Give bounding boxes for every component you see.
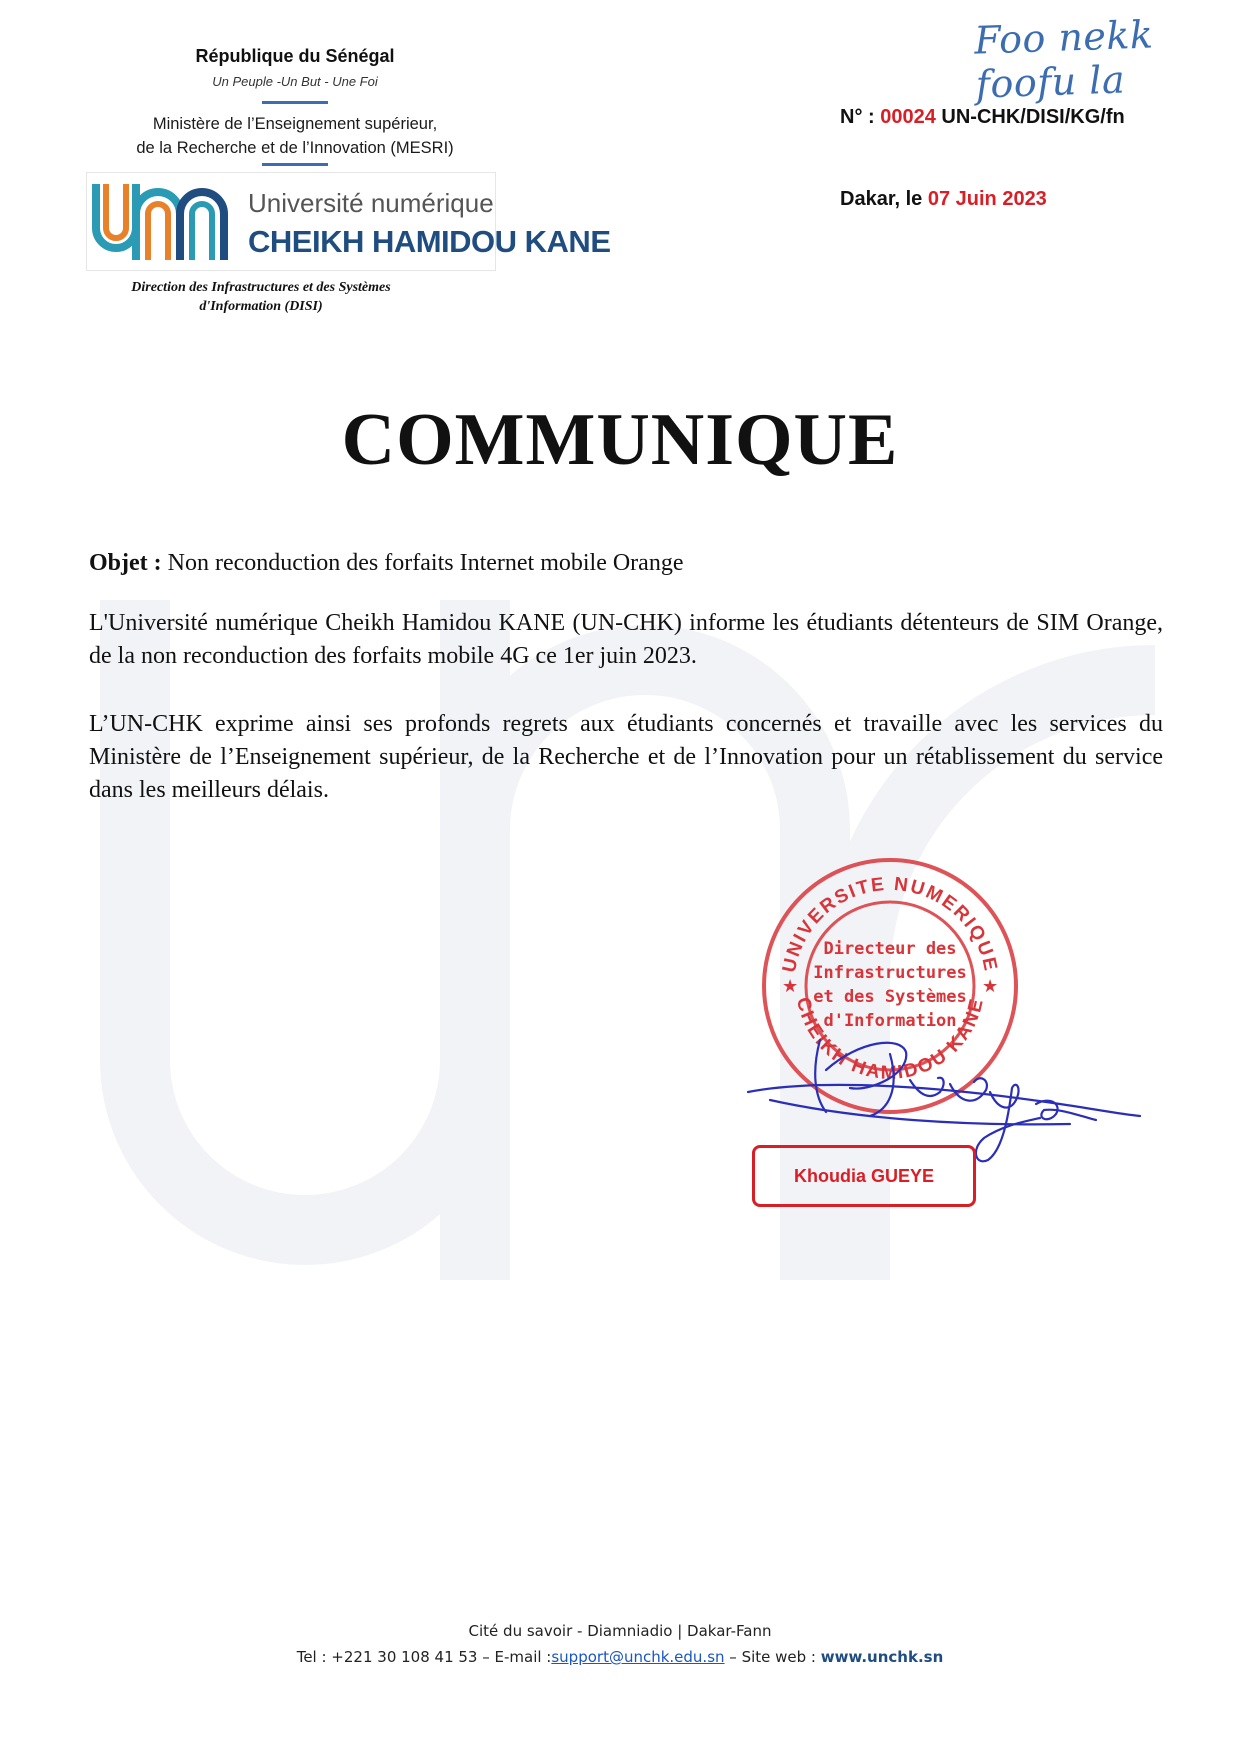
unchk-logo-mark-icon	[88, 176, 234, 266]
ministry-line-1: Ministère de l’Enseignement supérieur,	[152, 115, 438, 133]
reference-code: 00024	[880, 106, 936, 128]
body-paragraph-1: L'Université numérique Cheikh Hamidou KANE (UN-CHK) informe les étudiants détenteurs de SIM Orange, de la non reconduction des forfaits mobile 4G ce 1er juin 2023.	[89, 610, 1163, 669]
footer-contact	[0, 1648, 1240, 1666]
stamp-ring-bottom: CHEIKH HAMIDOU KANE	[791, 995, 989, 1084]
ministry-line-2: de la Recherche et de l’Innovation (MESRI)	[136, 139, 454, 157]
subject-line	[89, 547, 1163, 580]
reference-label: N° :	[840, 106, 881, 128]
reference-number	[840, 106, 1125, 129]
body-paragraph-2: L’UN-CHK exprime ainsi ses profonds regrets aux étudiants concernés et travaille avec les services du Ministère de l’Enseignement supérieur, de la Recherche et de l’Innovation pour un rétablissement du service dans les meilleurs délais.	[89, 711, 1163, 803]
footer-address: Cité du savoir - Diamniadio | Dakar-Fann	[468, 1622, 772, 1640]
page-title: COMMUNIQUE	[341, 399, 899, 481]
logo-text-line-2: CHEIKH HAMIDOU KANE	[248, 224, 611, 259]
stamp-star-icon: ★	[982, 976, 999, 996]
footer-site-label: – Site web :	[724, 1648, 821, 1666]
direction-line-2: d'Information (DISI)	[199, 299, 323, 314]
footer-phone: Tel : +221 30 108 41 53 – E-mail :	[296, 1648, 552, 1666]
subject-label: Objet :	[89, 550, 162, 576]
stamp-center-line-1: Directeur des	[823, 939, 957, 959]
direction-line-1: Direction des Infrastructures et des Systèmes	[131, 280, 391, 295]
logo-text-line-1: Université numérique	[248, 188, 494, 218]
dateline-prefix: Dakar, le	[840, 188, 928, 210]
subject-text: Non reconduction des forfaits Internet mobile Orange	[161, 550, 684, 576]
stamp-center-line-2: Infrastructures	[813, 963, 967, 983]
signatory-name: Khoudia GUEYE	[752, 1145, 976, 1207]
national-motto: Un Peuple -Un But - Une Foi	[212, 74, 378, 89]
stamp-center-line-3: et des Systèmes	[813, 987, 967, 1007]
dateline-date: 07 Juin 2023	[927, 188, 1047, 210]
footer-email-link[interactable]: support@unchk.edu.sn	[551, 1648, 725, 1666]
slogan-tagline: Foo nekk foofu la	[973, 12, 1155, 107]
stamp-center-line-4: d'Information	[823, 1011, 957, 1031]
header-divider	[262, 163, 328, 166]
ministry-name	[100, 112, 490, 160]
dateline	[840, 188, 1047, 211]
direction-name	[96, 278, 426, 316]
header-divider	[262, 101, 328, 104]
footer-website-link[interactable]: www.unchk.sn	[820, 1648, 944, 1666]
reference-suffix: UN-CHK/DISI/KG/fn	[935, 106, 1125, 128]
republic-title: République du Sénégal	[195, 46, 395, 66]
stamp-star-icon: ★	[782, 976, 799, 996]
stamp-ring-top: UNIVERSITE NUMERIQUE	[778, 873, 1002, 975]
